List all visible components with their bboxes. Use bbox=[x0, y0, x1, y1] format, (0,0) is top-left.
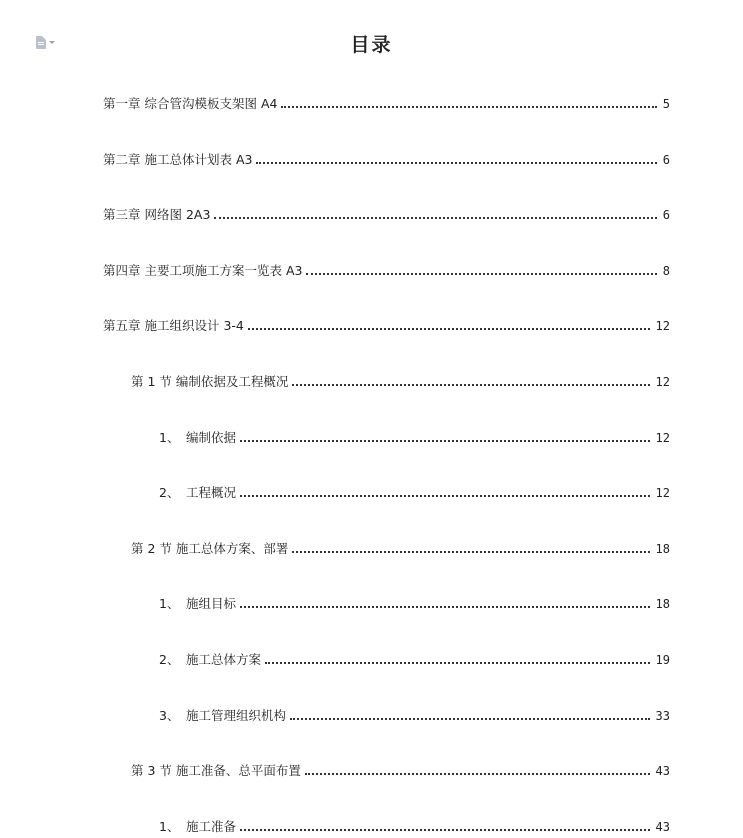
toc-entry-label bbox=[159, 708, 286, 724]
dot-leader bbox=[240, 439, 650, 442]
toc-entry-chapter-5[interactable] bbox=[103, 308, 670, 334]
dot-leader bbox=[306, 272, 656, 275]
toc-page-number: 18 bbox=[655, 597, 670, 611]
toc-entry-label bbox=[159, 485, 236, 501]
toc-page-number: 43 bbox=[655, 764, 670, 778]
toc-page-number: 43 bbox=[655, 820, 670, 834]
dot-leader bbox=[240, 828, 650, 831]
dot-leader bbox=[240, 494, 650, 497]
toc-entry-label: 第五章 施工组织设计 3-4 bbox=[103, 318, 244, 333]
toc-item-number: 1、 bbox=[159, 430, 180, 445]
dot-leader bbox=[292, 383, 649, 386]
toc-entry-item-3-1[interactable] bbox=[159, 809, 670, 835]
toc-entry-section-2[interactable] bbox=[131, 531, 670, 557]
dot-leader bbox=[214, 216, 656, 219]
toc-entry-item-2-1[interactable] bbox=[159, 586, 670, 612]
toc-entry-chapter-1[interactable] bbox=[103, 86, 670, 112]
toc-item-number: 1、 bbox=[159, 596, 180, 611]
toc-entry-chapter-4[interactable] bbox=[103, 253, 670, 279]
dot-leader bbox=[240, 605, 650, 608]
toc-item-number: 2、 bbox=[159, 485, 180, 500]
toc-item-text: 工程概况 bbox=[186, 485, 237, 500]
dot-leader bbox=[256, 161, 656, 164]
toc-page-number: 8 bbox=[662, 264, 670, 278]
toc-entry-label bbox=[159, 596, 236, 612]
dot-leader bbox=[305, 772, 650, 775]
toc-entry-label: 第一章 综合管沟模板支架图 A4 bbox=[103, 96, 278, 111]
toc-item-text: 施工准备 bbox=[186, 819, 237, 834]
toc-page-number: 5 bbox=[662, 97, 670, 111]
toc-entry-item-1-1[interactable] bbox=[159, 420, 670, 446]
toc-item-text: 编制依据 bbox=[186, 430, 237, 445]
toc-title: 目录 bbox=[350, 34, 393, 56]
toc-item-text: 施工管理组织机构 bbox=[186, 708, 287, 723]
toc-entry-section-1[interactable] bbox=[131, 364, 670, 390]
toc-entry-label bbox=[159, 819, 236, 835]
toc-entry-label: 第二章 施工总体计划表 A3 bbox=[103, 152, 253, 167]
toc-entry-chapter-3[interactable] bbox=[103, 197, 670, 223]
dot-leader bbox=[281, 105, 656, 108]
toc-item-number: 3、 bbox=[159, 708, 180, 723]
toc-page-number: 12 bbox=[655, 319, 670, 333]
toc-entry-label bbox=[159, 652, 261, 668]
toc-page-number: 12 bbox=[655, 431, 670, 445]
toc-entry-label: 第四章 主要工项施工方案一览表 A3 bbox=[103, 263, 303, 278]
toc-page-number: 18 bbox=[655, 542, 670, 556]
toc-page-number: 12 bbox=[655, 375, 670, 389]
toc-entry-label: 第 1 节 编制依据及工程概况 bbox=[131, 374, 289, 389]
toc-item-number: 1、 bbox=[159, 819, 180, 834]
toc-entry-label: 第 3 节 施工准备、总平面布置 bbox=[131, 763, 301, 778]
toc-item-text: 施组目标 bbox=[186, 596, 237, 611]
dot-leader bbox=[248, 327, 650, 330]
toc-entry-label: 第三章 网络图 2A3 bbox=[103, 207, 211, 222]
toc-entry-label: 第 2 节 施工总体方案、部署 bbox=[131, 541, 289, 556]
toc-entry-item-2-3[interactable] bbox=[159, 698, 670, 724]
dot-leader bbox=[265, 661, 650, 664]
dot-leader bbox=[290, 717, 650, 720]
toc-page-number: 12 bbox=[655, 486, 670, 500]
toc-page-number: 6 bbox=[662, 153, 670, 167]
toc-item-number: 2、 bbox=[159, 652, 180, 667]
toc-item-text: 施工总体方案 bbox=[186, 652, 262, 667]
toc-entry-item-1-2[interactable] bbox=[159, 475, 670, 501]
toc-entry-label bbox=[159, 430, 236, 446]
toc-page-number: 19 bbox=[655, 653, 670, 667]
dot-leader bbox=[292, 550, 649, 553]
toc-page-number: 6 bbox=[662, 208, 670, 222]
toc-entry-item-2-2[interactable] bbox=[159, 642, 670, 668]
toc-page-number: 33 bbox=[655, 709, 670, 723]
toc-entry-section-3[interactable] bbox=[131, 753, 670, 779]
toc-entry-chapter-2[interactable] bbox=[103, 142, 670, 168]
